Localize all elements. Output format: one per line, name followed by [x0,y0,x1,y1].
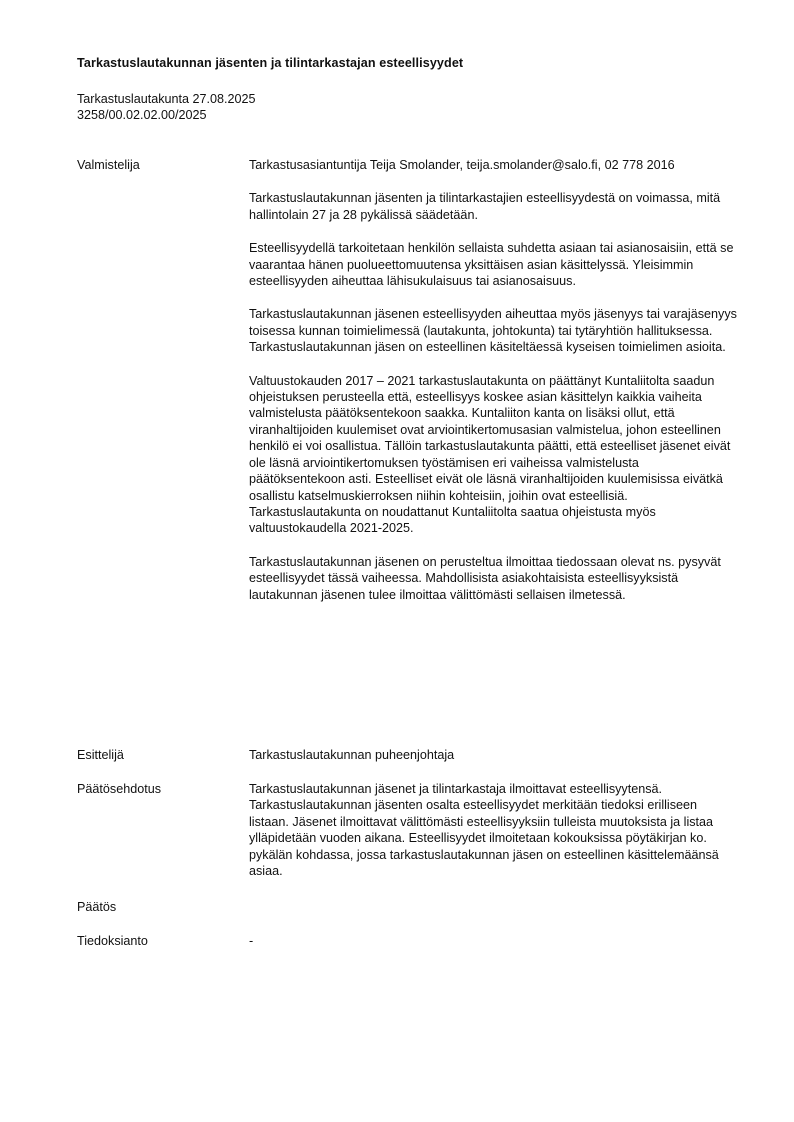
paatosehdotus-value: Tarkastuslautakunnan jäsenet ja tilintarkastaja ilmoittavat esteellisyytensä. Tarkastuslautakunnan jäsenten osalta esteellisyydet merkitään tiedoksi erilliseen listaan. Jäsenet ilmoittavat välittömästi esteellisyyksiin tulleista muutoksista ja listaa ylläpidetään vuoden aikana. Esteellisyydet ilmoitetaan kokouksissa pöytäkirjan ko. pykälän kohdassa, jossa tarkastuslautakunnan jäsen on esteellinen käsittelemäänsä asiaa. [249,782,719,879]
paatosehdotus-label: Päätösehdotus [77,782,162,796]
body-paragraph: Esteellisyydellä tarkoitetaan henkilön sellaista suhdetta asiaan tai asianosaisiin, että se vaarantaa hänen puolueettomuutensa yksittäisen asian käsittelyssä. Yleisimmin esteellisyyden aiheuttaa lähisukulaisuus tai asianosaisuus. [249,241,734,289]
record-id: 3258/00.02.02.00/2025 [77,108,207,123]
tiedoksianto-label: Tiedoksianto [77,934,148,948]
valmistelija-label: Valmistelija [77,158,140,172]
paatos-label: Päätös [77,900,117,914]
preparer-paragraph: Tarkastusasiantuntija Teija Smolander, teija.smolander@salo.fi, 02 778 2016 [249,158,675,172]
esittelija-label: Esittelijä [77,748,124,762]
body-paragraph: Tarkastuslautakunnan jäsenten ja tilintarkastajien esteellisyydestä on voimassa, mitä hallintolain 27 ja 28 pykälissä säädetään. [249,191,721,222]
valmistelija-content [249,157,737,603]
body-paragraph: Tarkastuslautakunnan jäsenen esteellisyyden aiheuttaa myös jäsenyys tai varajäsenyys toisessa kunnan toimielimessä (lautakunta, johtokunta) tai tytäryhtiön hallituksessa. Tarkastuslautakunnan jäsen on esteellinen käsiteltäessä kyseisen toimielimen asioita. [249,307,737,355]
esittelija-value: Tarkastuslautakunnan puheenjohtaja [249,748,455,762]
body-paragraph: Valtuustokauden 2017 – 2021 tarkastuslautakunta on päättänyt Kuntaliitolta saadun ohjeistuksen perusteella että, esteellisyys koskee asian käsittelyn kaikkia vaiheita valmistelusta päätöksentekoon saakka. Kuntaliiton kanta on lisäksi ollut, että viranhaltijoiden kuulemiset ovat arviointikertomusasian valmistelua, johon esteellinen henkilö ei voi osallistua. Tällöin tarkastuslautakunta päätti, että esteelliset jäsenet eivät ole läsnä arviointikertomuksen työstämisen eri vaiheissa valmistelusta päätöksentekoon asti. Esteelliset eivät ole läsnä viranhaltijoiden kuulemisissa eivätkä osallistu katselmuskierroksen niihin kohteisiin, joihin ovat esteellisiä. Tarkastuslautakunta on noudattanut Kuntaliitolta saatua ohjeistusta myös valtuustokaudella 2021-2025. [249,373,731,536]
meeting-meta [77,91,256,124]
document-title: Tarkastuslautakunnan jäsenten ja tilintarkastajan esteellisyydet [77,56,464,70]
tiedoksianto-value: - [249,934,254,948]
meeting-date: Tarkastuslautakunta 27.08.2025 [77,92,256,106]
body-paragraph: Tarkastuslautakunnan jäsenen on perusteltua ilmoittaa tiedossaan olevat ns. pysyvät esteellisyydet tässä vaiheessa. Mahdollisista asiakohtaisista esteellisyyksistä lautakunnan jäsenen tulee ilmoittaa välittömästi sellaisen ilmetessä. [249,554,721,602]
